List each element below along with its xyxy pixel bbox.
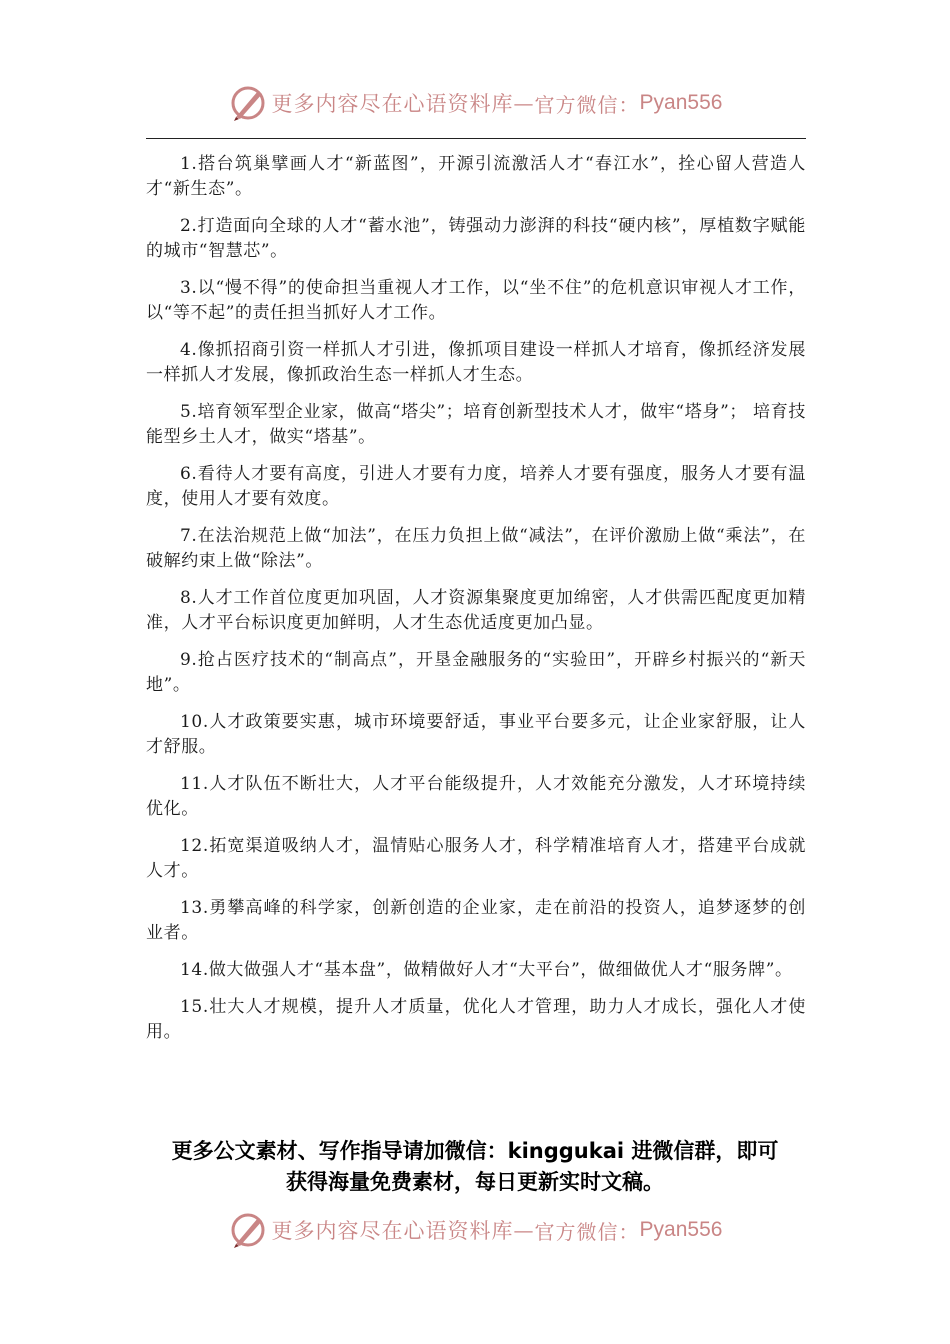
watermark-sub: 官方微信：: [534, 1219, 640, 1244]
list-item: 11.人才队伍不断壮大，人才平台能级提升，人才效能充分激发，人才环境持续优化。: [146, 774, 806, 819]
list-item: 7.在法治规范上做“加法”，在压力负担上做“减法”，在评价激励上做“乘法”，在破解约束上做“除法”。: [146, 526, 806, 571]
list-item: 15.壮大人才规模，提升人才质量，优化人才管理，助力人才成长，强化人才使用。: [146, 997, 806, 1042]
header-divider: [146, 138, 806, 139]
list-item: 9.抢占医疗技术的“制高点”，开垦金融服务的“实验田”，开辟乡村振兴的“新天地”。: [146, 650, 806, 695]
watermark-title: 更多内容尽在心语资料库: [271, 1219, 514, 1243]
watermark-sub: 官方微信：: [534, 92, 640, 117]
footer-watermark: [0, 1205, 950, 1255]
promo-line-1: 更多公文素材、写作指导请加微信：kinggukai 进微信群，即可: [171, 1139, 779, 1163]
list-item: 1.搭台筑巢擘画人才“新蓝图”，开源引流激活人才“春江水”，拴心留人营造人才“新生态”。: [146, 154, 806, 199]
list-item: 5.培育领军型企业家，做高“塔尖”；培育创新型技术人才，做牢“塔身”； 培育技能型乡土人才，做实“塔基”。: [146, 402, 806, 447]
list-item: 3.以“慢不得”的使命担当重视人才工作，以“坐不住”的危机意识审视人才工作，以“等不起”的责任担当抓好人才工作。: [146, 278, 806, 323]
list-item: 12.拓宽渠道吸纳人才，温情贴心服务人才，科学精准培育人才，搭建平台成就人才。: [146, 836, 806, 881]
watermark-dash: —: [513, 91, 535, 115]
list-item: 14.做大做强人才“基本盘”，做精做好人才“大平台”，做细做优人才“服务牌”。: [180, 960, 793, 980]
pen-logo-icon: [228, 83, 268, 123]
header-watermark: [0, 78, 950, 128]
pen-logo-icon: [228, 1210, 268, 1250]
watermark-id: Pyan556: [639, 1218, 723, 1241]
list-item: 8.人才工作首位度更加巩固，人才资源集聚度更加绵密，人才供需匹配度更加精准，人才平台标识度更加鲜明，人才生态优适度更加凸显。: [146, 588, 806, 633]
list-item: 4.像抓招商引资一样抓人才引进，像抓项目建设一样抓人才培育，像抓经济发展一样抓人才发展，像抓政治生态一样抓人才生态。: [146, 340, 806, 385]
watermark-title: 更多内容尽在心语资料库: [271, 92, 514, 116]
watermark-id: Pyan556: [639, 91, 723, 114]
list-item: 10.人才政策要实惠，城市环境要舒适，事业平台要多元，让企业家舒服，让人才舒服。: [146, 712, 806, 757]
list-item: 6.看待人才要有高度，引进人才要有力度，培养人才要有强度，服务人才要有温度，使用人才要有效度。: [146, 464, 806, 509]
list-item: 2.打造面向全球的人才“蓄水池”，铸强动力澎湃的科技“硬内核”，厚植数字赋能的城市“智慧芯”。: [146, 216, 806, 261]
list-item: 13.勇攀高峰的科学家，创新创造的企业家，走在前沿的投资人，追梦逐梦的创业者。: [146, 898, 806, 943]
promo-block: [120, 1136, 830, 1198]
item-list: [146, 152, 806, 1057]
promo-line-2: 获得海量免费素材，每日更新实时文稿。: [286, 1170, 664, 1194]
watermark-dash: —: [513, 1218, 535, 1242]
